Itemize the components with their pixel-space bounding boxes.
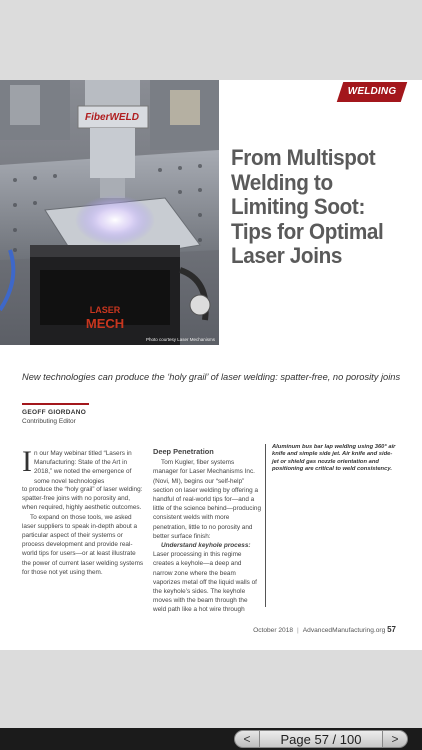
- page-navigator: [234, 730, 408, 748]
- column2-paragraph: Tom Kugler, fiber systems manager for Laser Mechanisms Inc. (Novi, MI), begins our “self-help” section on laser welding by offering a handful of real-world tips for—and a little of the science behind—producing consistent welds with more penetration, little to no porosity and better surface finish:: [153, 459, 261, 540]
- column1-paragraph: to produce the “holy grail” of laser welding: spatter-free joins with no porosity and, when required, highly aesthetic outcomes.: [22, 486, 143, 512]
- column-1: [22, 485, 144, 577]
- subheading: Understand keyhole process:: [161, 542, 251, 550]
- article-deck: New technologies can produce the ‘holy grail’ of laser welding: spatter-free, no porosity joins: [22, 372, 401, 382]
- website: AdvancedManufacturing.org: [302, 627, 386, 634]
- section-tag-label: WELDING: [347, 86, 397, 97]
- section-heading: Deep Penetration: [153, 447, 214, 456]
- byline-rule: [22, 403, 89, 405]
- chevron-left-icon: <: [243, 732, 251, 746]
- drop-cap: I: [22, 445, 32, 478]
- column-2: [153, 447, 261, 615]
- lasermech-logo-top: LASER: [89, 305, 121, 315]
- page-number: 57: [387, 625, 396, 634]
- issue-date: October 2018: [253, 627, 294, 634]
- column2-paragraph: Laser processing in this regime creates a keyhole—a deep and narrow zone where the beam vaporizes metal off the liquid walls of the keyhole’s sides. The keyhole moves with the beam through the weld path like a hot wire through: [153, 551, 257, 614]
- photo-caption: Aluminum bus bar lap welding using 360° air knife and simple side jet. Air knife and side-jet or shield gas nozzle orientation and positioning are critical to weld consistency.: [272, 444, 396, 472]
- caption-rule: [265, 444, 266, 607]
- top-margin: [0, 0, 422, 80]
- author-role: Contributing Editor: [22, 418, 76, 425]
- article-headline: From Multispot Welding to Limiting Soot: Tips for Optimal Laser Joins: [231, 145, 384, 268]
- author-name: GEOFF GIORDANO: [22, 409, 87, 416]
- chevron-right-icon: >: [391, 732, 399, 746]
- previous-page-button[interactable]: [234, 730, 260, 748]
- magazine-page[interactable]: [0, 80, 422, 650]
- page-indicator[interactable]: Page 57 / 100: [260, 730, 382, 748]
- bottom-margin: [0, 650, 422, 728]
- page-footer: October 2018 | AdvancedManufacturing.org 57: [253, 625, 396, 634]
- photo-credit: Photo courtesy Laser Mechanisms: [145, 337, 215, 342]
- column1-paragraph: To expand on those tools, we asked laser suppliers to speak in-depth about a particular aspect of their systems or process development and provide real-world tips for users—or at least illustrate the power of current laser welding systems for those not yet using them.: [22, 513, 144, 576]
- fiberweld-logo: FiberWELD: [85, 112, 139, 123]
- lasermech-logo-bottom: MECH: [85, 316, 125, 331]
- article-photo: [0, 80, 219, 345]
- page-navigation-bar: [0, 728, 422, 750]
- next-page-button[interactable]: [382, 730, 408, 748]
- section-tag: [340, 82, 404, 102]
- column1-lead: n our May webinar titled “Lasers in Manufacturing: State of the Art in 2018,” we noted the emergence of some novel technologies: [34, 450, 132, 485]
